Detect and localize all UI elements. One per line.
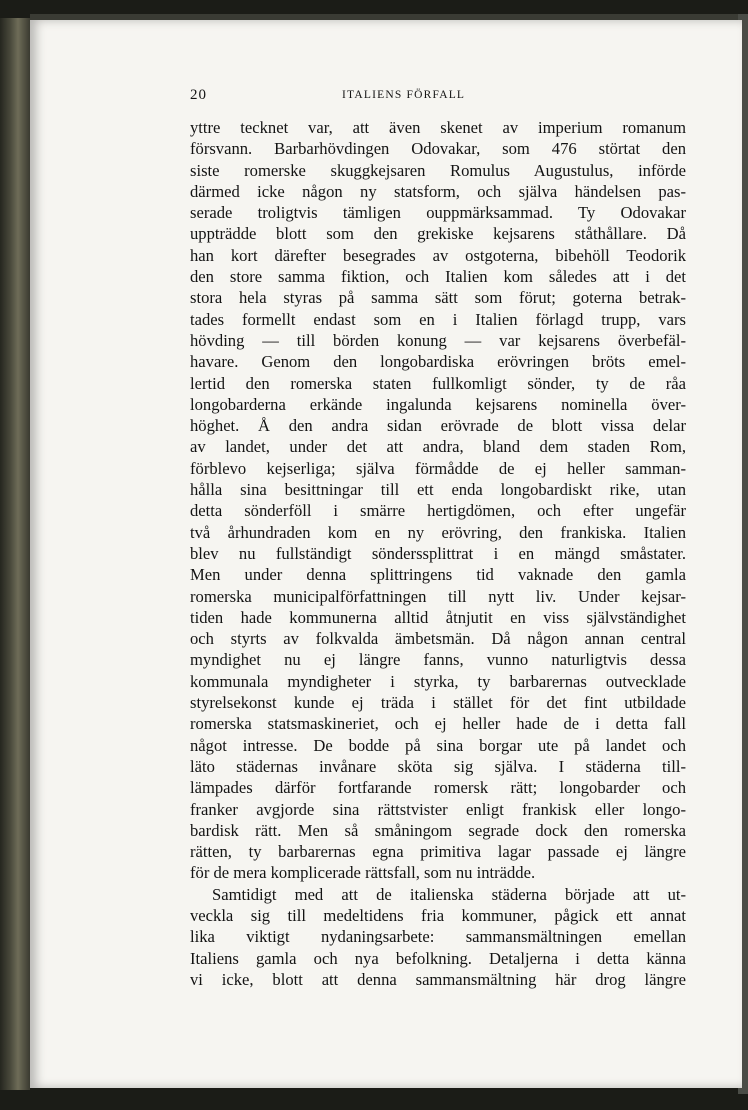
text-line: styrelsekonst kunde ej träda i stället för det fint utbildade [190,693,686,713]
text-line: franker avgjorde sina rättstvister enligt frankisk eller longo- [190,799,686,819]
text-line: hålla sina besittningar till ett enda longobardiskt rike, utan [190,480,686,500]
text-line: förblevo kejserliga; själva förmådde de ej heller samman- [190,458,686,478]
text-line: två århundraden kom en ny erövring, den frankiska. Italien [190,522,686,542]
text-line: veckla sig till medeltidens fria kommuner, pågick ett annat [190,905,686,925]
text-line: yttre tecknet var, att även skenet av imperium romanum [190,118,686,137]
text-line: försvann. Barbarhövdingen Odovakar, som 476 störtat den [190,139,686,159]
page-number: 20 [190,87,207,103]
text-line: lika viktigt nydaningsarbete: sammansmältningen emellan [190,927,686,947]
text-line: han kort därefter besegrades av ostgoterna, bibehöll Teodorik [190,245,686,265]
text-line: romerska municipalförfattningen till nytt liv. Under kejsar- [190,586,686,606]
text-line: Men under denna splittringens tid vaknade den gamla [190,565,686,585]
paragraph-start-line: Samtidigt med att de italienska städerna började att ut- [212,884,686,904]
text-line: Italiens gamla och nya befolkning. Detaljerna i detta känna [190,948,686,968]
text-line: tiden hade kommunerna alltid åtnjutit en viss självständighet [190,607,686,627]
text-line: serade troligtvis tämligen ouppmärksammad. Ty Odovakar [190,203,686,223]
text-line: myndighet nu ej längre fanns, vunno naturligtvis dessa [190,650,686,670]
text-line: kommunala myndigheter i styrka, ty barbarernas outvecklade [190,671,686,691]
text-line: och styrts av folkvalda ämbetsmän. Då någon annan central [190,629,686,649]
text-line: havare. Genom den longobardiska erövringen bröts emel- [190,352,686,372]
text-line: detta sönderföll i smärre hertigdömen, och efter ungefär [190,501,686,521]
body-text [190,117,686,990]
text-line: läto städernas invånare sköta sig själva. I städerna till- [190,756,686,776]
text-line: höghet. Å den andra sidan erövrade de blott vissa delar [190,416,686,436]
running-title: ITALIENS FÖRFALL [342,89,466,101]
paragraph-end-line: för de mera komplicerade rättsfall, som nu inträdde. [190,863,536,883]
text-line: något intresse. De bodde på sina borgar ute på landet och [190,735,686,755]
text-line: romerska statsmaskineriet, och ej heller hade de i detta fall [190,714,686,734]
text-line: hövding — till börden konung — var kejsarens överbefäl- [190,330,686,350]
text-line: vi icke, blott att denna sammansmältning här drog längre [190,969,686,989]
text-line: lämpades därför fortfarande romersk rätt; longobarder och [190,778,686,798]
text-line: av landet, under det att andra, bland dem staden Rom, [190,437,686,457]
text-line: tades formellt endast som en i Italien förlagd trupp, vars [190,309,686,329]
text-line: uppträdde blott som den grekiske kejsarens ståthållare. Då [190,224,686,244]
text-line: longobarderna erkände ingalunda kejsarens nominella över- [190,394,686,414]
text-line: bardisk rätt. Men så småningom segrade dock den romerska [190,820,686,840]
text-line: blev nu fullständigt sönderssplittrat i en mängd småstater. [190,543,686,563]
text-line: därmed icke någon ny statsform, och själva händelsen pas- [190,181,686,201]
text-line: lertid den romerska staten fullkomligt sönder, ty de råa [190,373,686,393]
text-line: stora hela styras på samma sätt som förut; goterna betrak- [190,288,686,308]
book-spine [0,18,30,1090]
text-line: siste romerske skuggkejsaren Romulus Augustulus, införde [190,160,686,180]
text-line: den store samma fiktion, och Italien kom således att i det [190,267,686,287]
text-line: rätten, ty barbarernas egna primitiva lagar passade ej längre [190,842,686,862]
page-header [190,87,686,107]
